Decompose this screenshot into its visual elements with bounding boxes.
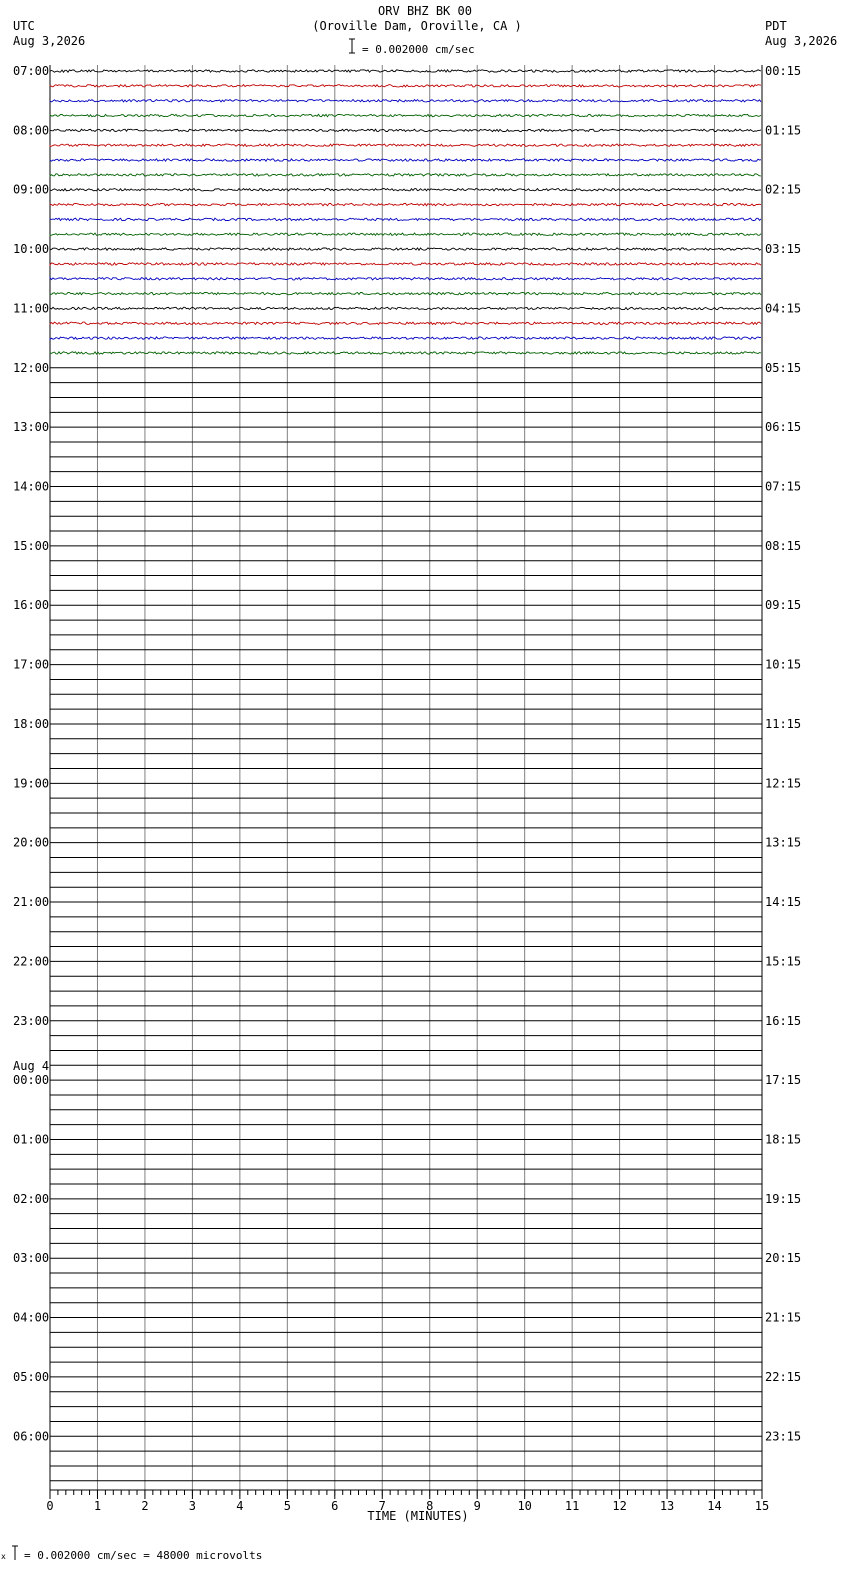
- seismic-trace: [50, 307, 761, 309]
- left-hour-label: 06:00: [13, 1429, 50, 1444]
- left-hour-label: 00:00: [13, 1073, 50, 1088]
- right-hour-label: 08:15: [765, 538, 802, 553]
- right-hour-label: 02:15: [765, 182, 802, 197]
- left-hour-label: 05:00: [13, 1369, 50, 1384]
- left-hour-label: 18:00: [13, 716, 50, 731]
- left-hour-label: 22:00: [13, 954, 50, 969]
- right-hour-label: 20:15: [765, 1251, 802, 1266]
- x-tick-label: 2: [141, 1499, 149, 1513]
- scale-label: = 0.002000 cm/sec: [362, 43, 475, 56]
- right-hour-label: 15:15: [765, 954, 802, 969]
- right-hour-label: 11:15: [765, 716, 802, 731]
- x-tick-label: 7: [378, 1499, 386, 1513]
- right-hour-label: 09:15: [765, 598, 802, 613]
- seismic-trace: [50, 292, 761, 294]
- x-tick-label: 4: [236, 1499, 244, 1513]
- seismic-trace: [50, 85, 761, 87]
- right-hour-label: 13:15: [765, 835, 802, 850]
- date-change-label: Aug 4: [13, 1059, 50, 1074]
- seismic-trace: [50, 248, 761, 250]
- left-hour-label: 17:00: [13, 657, 50, 672]
- left-hour-label: 02:00: [13, 1191, 50, 1206]
- x-tick-label: 9: [473, 1499, 481, 1513]
- right-hour-label: 22:15: [765, 1369, 802, 1384]
- right-hour-label: 06:15: [765, 420, 802, 435]
- right-hour-label: 12:15: [765, 776, 802, 791]
- left-timezone: UTC: [13, 19, 35, 33]
- right-date: Aug 3,2026: [765, 34, 838, 48]
- right-timezone: PDT: [765, 19, 787, 33]
- right-hour-label: 21:15: [765, 1310, 802, 1325]
- left-hour-label: 12:00: [13, 360, 50, 375]
- seismic-trace: [50, 70, 761, 72]
- left-hour-label: 07:00: [13, 64, 50, 78]
- x-axis-label: TIME (MINUTES): [367, 1509, 469, 1523]
- left-hour-label: 19:00: [13, 776, 50, 791]
- right-hour-label: 00:15: [765, 64, 802, 78]
- seismic-trace: [50, 278, 761, 280]
- x-tick-label: 14: [707, 1499, 722, 1513]
- left-hour-label: 03:00: [13, 1251, 50, 1266]
- right-hour-label: 07:15: [765, 479, 802, 494]
- station-name: (Oroville Dam, Oroville, CA ): [312, 19, 522, 33]
- left-hour-label: 13:00: [13, 420, 50, 435]
- x-tick-label: 3: [188, 1499, 197, 1513]
- left-hour-label: 15:00: [13, 538, 50, 553]
- seismic-trace: [50, 352, 761, 354]
- right-hour-label: 04:15: [765, 301, 802, 316]
- seismic-trace: [50, 337, 761, 339]
- left-hour-label: 09:00: [13, 182, 50, 197]
- left-hour-label: 08:00: [13, 123, 50, 138]
- seismic-trace: [50, 189, 761, 191]
- seismic-trace: [50, 322, 761, 324]
- right-hour-label: 03:15: [765, 242, 802, 257]
- x-tick-label: 13: [659, 1499, 675, 1513]
- chart-title: ORV BHZ BK 00: [378, 4, 472, 18]
- left-hour-label: 23:00: [13, 1013, 50, 1028]
- x-tick-label: 8: [426, 1499, 434, 1513]
- right-hour-label: 18:15: [765, 1132, 802, 1147]
- seismic-trace: [50, 144, 761, 146]
- seismic-trace: [50, 263, 761, 265]
- right-hour-label: 05:15: [765, 360, 802, 375]
- seismic-trace: [50, 174, 761, 176]
- left-hour-label: 16:00: [13, 598, 50, 613]
- x-tick-label: 10: [517, 1499, 532, 1513]
- left-hour-label: 21:00: [13, 895, 50, 910]
- right-hour-label: 01:15: [765, 123, 802, 138]
- seismic-trace: [50, 159, 761, 161]
- seismic-trace: [50, 129, 761, 131]
- x-tick-label: 15: [754, 1499, 770, 1513]
- left-hour-label: 04:00: [13, 1310, 50, 1325]
- left-hour-label: 11:00: [13, 301, 50, 316]
- left-hour-label: 01:00: [13, 1132, 50, 1147]
- footer-marker: x: [1, 1552, 6, 1561]
- seismic-trace: [50, 233, 761, 235]
- seismic-trace: [50, 218, 761, 220]
- right-hour-label: 17:15: [765, 1073, 802, 1088]
- seismic-trace: [50, 203, 761, 205]
- right-hour-label: 19:15: [765, 1191, 802, 1206]
- x-tick-label: 5: [283, 1499, 291, 1513]
- right-hour-label: 16:15: [765, 1013, 802, 1028]
- seismic-trace: [50, 100, 761, 102]
- right-hour-label: 10:15: [765, 657, 802, 672]
- seismic-trace: [50, 114, 761, 116]
- left-hour-label: 10:00: [13, 242, 50, 257]
- x-tick-label: 0: [46, 1499, 54, 1513]
- footer-scale-note: = 0.002000 cm/sec = 48000 microvolts: [24, 1549, 263, 1562]
- left-hour-label: 14:00: [13, 479, 50, 494]
- x-tick-label: 1: [93, 1499, 102, 1513]
- left-date: Aug 3,2026: [13, 34, 86, 48]
- right-hour-label: 23:15: [765, 1429, 802, 1444]
- x-tick-label: 11: [564, 1499, 580, 1513]
- right-hour-label: 14:15: [765, 895, 802, 910]
- left-hour-label: 20:00: [13, 835, 50, 850]
- x-tick-label: 6: [331, 1499, 339, 1513]
- x-tick-label: 12: [612, 1499, 627, 1513]
